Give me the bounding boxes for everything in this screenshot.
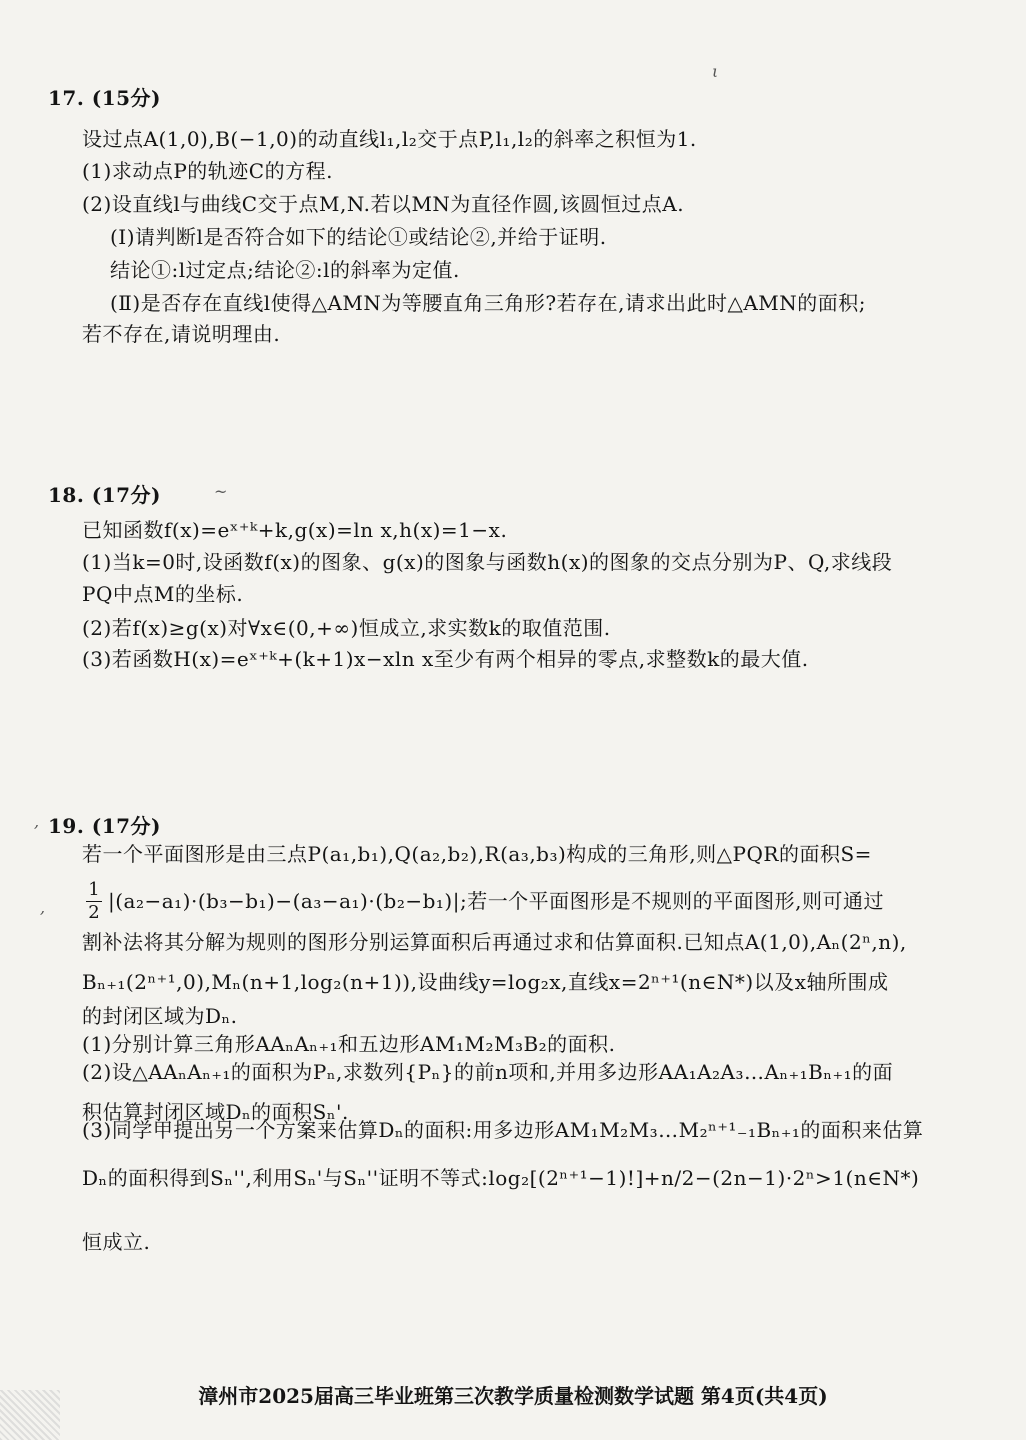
q18-part1-cont: PQ中点M的坐标.: [82, 582, 244, 606]
q17-part2-ii-cont: 若不存在,请说明理由.: [82, 322, 281, 346]
one-half-fraction: [86, 880, 102, 923]
q19-stem: 若一个平面图形是由三点P(a₁,b₁),Q(a₂,b₂),R(a₃,b₃)构成的三角形,则△PQR的面积S=: [82, 842, 872, 866]
q19-inequality: Dₙ的面积得到Sₙ'',利用Sₙ'与Sₙ''证明不等式:log₂[(2ⁿ⁺¹−1)!]+n/2−(2n−1)·2ⁿ>1(n∈N*): [82, 1166, 920, 1190]
pencil-mark: ~: [214, 482, 228, 501]
page-footer: 漳州市2025届高三毕业班第三次教学质量检测数学试题 第4页(共4页): [198, 1384, 828, 1408]
pencil-mark: ι: [712, 62, 719, 81]
q19-given-points: 割补法将其分解为规则的图形分别运算面积后再通过求和估算面积.已知点A(1,0),Aₙ(2ⁿ,n),: [82, 930, 907, 954]
q19-holds: 恒成立.: [82, 1230, 151, 1254]
q19-region-definition: 的封闭区域为Dₙ.: [82, 1004, 238, 1028]
q19-heading: 19. (17分): [48, 814, 162, 838]
q18-heading: 18. (17分): [48, 483, 162, 507]
q19-part3: (3)同学甲提出另一个方案来估算Dₙ的面积:用多边形AM₁M₂M₃…M₂ⁿ⁺¹₋₁Bₙ₊₁的面积来估算: [82, 1118, 924, 1142]
q19-part1: (1)分别计算三角形AAₙAₙ₊₁和五边形AM₁M₂M₃B₂的面积.: [82, 1032, 616, 1056]
q17-heading: 17. (15分): [48, 86, 162, 110]
q18-part2: (2)若f(x)≥g(x)对∀x∈(0,+∞)恒成立,求实数k的取值范围.: [82, 616, 611, 640]
q18-part3: (3)若函数H(x)=eˣ⁺ᵏ+(k+1)x−xln x至少有两个相异的零点,求整数k的最大值.: [82, 647, 809, 671]
q17-part1: (1)求动点P的轨迹C的方程.: [82, 159, 333, 183]
q17-part2-i: (Ⅰ)请判断l是否符合如下的结论①或结论②,并给于证明.: [110, 225, 607, 249]
q17-part2: (2)设直线l与曲线C交于点M,N.若以MN为直径作圆,该圆恒过点A.: [82, 192, 685, 216]
q18-stem: 已知函数f(x)=eˣ⁺ᵏ+k,g(x)=ln x,h(x)=1−x.: [82, 518, 508, 542]
q19-curve-definition: Bₙ₊₁(2ⁿ⁺¹,0),Mₙ(n+1,log₂(n+1)),设曲线y=log₂x,直线x=2ⁿ⁺¹(n∈N*)以及x轴所围成: [82, 970, 889, 994]
q17-conclusions: 结论①:l过定点;结论②:l的斜率为定值.: [110, 258, 460, 282]
pencil-mark: ,: [40, 898, 46, 917]
q19-part2-cont: 积估算封闭区域Dₙ的面积Sₙ'.: [82, 1100, 349, 1124]
fraction-denominator: 2: [88, 902, 100, 923]
q19-area-formula: |(a₂−a₁)·(b₃−b₁)−(a₃−a₁)·(b₂−b₁)|;若一个平面图形是不规则的平面图形,则可通过: [108, 889, 885, 913]
q18-part1: (1)当k=0时,设函数f(x)的图象、g(x)的图象与函数h(x)的图象的交点分别为P、Q,求线段: [82, 550, 893, 574]
q17-part2-ii: (Ⅱ)是否存在直线l使得△AMN为等腰直角三角形?若存在,请求出此时△AMN的面积;: [110, 291, 867, 315]
pencil-mark: ,: [34, 812, 40, 831]
q17-stem: 设过点A(1,0),B(−1,0)的动直线l₁,l₂交于点P,l₁,l₂的斜率之积恒为1.: [82, 127, 697, 151]
fraction-numerator: 1: [88, 879, 100, 900]
q19-part2: (2)设△AAₙAₙ₊₁的面积为Pₙ,求数列{Pₙ}的前n项和,并用多边形AA₁A₂A₃…Aₙ₊₁Bₙ₊₁的面: [82, 1060, 894, 1084]
